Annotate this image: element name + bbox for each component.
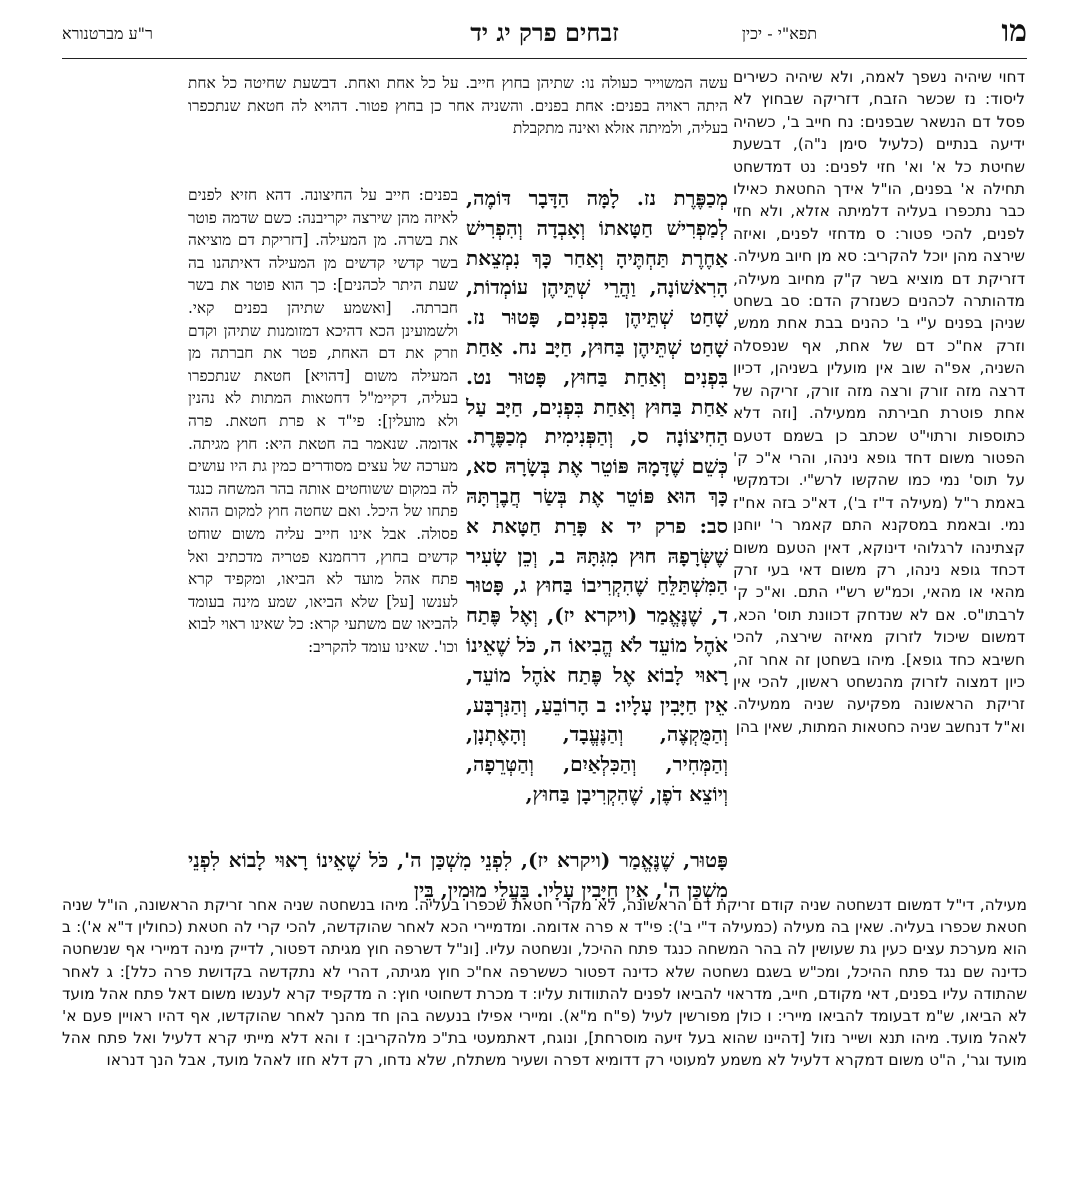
page-header bbox=[62, 14, 1027, 54]
left-commentary-top-text: עשה המשוייר כעולה נו: שתיהן בחוץ חייב. על כל אחת ואחת. דבשעת שחיטה כל אחת היתה ראויה בפנים: אחת בפנים. והשניה אחר כן בחוץ פטור. דהויא לה חטאת שנתכפרו בעליה, ולמיתה אזלא ואינה מתקבלת bbox=[188, 74, 728, 138]
bottom-commentary-text: מעילה, די"ל דמשום דנשחטה שניה קודם זריקת דם הראשונה, לא מקרי חטאת שכפרו בעליה. מיהו בנשחטה שניה אחר זריקת הראשונה, הו"ל שניה חטאת שכפרו בעליה. שאין בה מעילה (כמעילה ד"י ב'): פי"ד א פרה אדומה. ומדמיירי הכא לאחר שהוקדשה, להכי קרי לה חטאת (כחולין ד"א א'): ב הוא מערכת עצים כעין גת שעושין לה בהר המשחה כנגד פתח ההיכל, ונשחטה עליו. [ונ"ל דשרפה חוץ מגיתה דפטור, לדייק מינה דמיירי אף שנשחטה כדינה שם נגד פתח ההיכל, ומכ"ש בשגם נשחטה שלא כדינה דפטור כששרפה אח"כ חוץ מגיתה, דהרי לא נתקדשה בקדושת פרה כלל]: ג לאחר שהתודה עליו בפנים, דאי מקודם, חייב, מדראוי להביאו לפנים להתוודות עליו: ד מכרת דשחוטי חוץ: ה מדקפיד קרא לענשו משום דאל פתח אהל מועד לא הביאו, ש"מ דבעומד להביאו מיירי: ו כולן מפורשין לעיל (פ"ח מ"א). ומיירי אפילו בנעשה בהן חד מהנך לאחר שהוקדשו, אף דהיו ראויין פעם א' לאהל מועד. מיהו תנא ושייר נזול [דהיינו שהוא בעל זיעה מוסרחת], ונוגח, דאתמעטי בת"כ מלהקריבן: ז והא דלא מייתי קרא דלעיל ואל פתח אהל מועד וגר', ה"ט משום דמקרא דלעיל לא משמע למעוטי רק דדומיא דפרה ושעיר משתלח, שלא נדחו, רק דלא חזו לאהל מועד, אבל הנך דנראו bbox=[62, 896, 1027, 1070]
page-title: זבחים פרק יג יד bbox=[470, 18, 619, 47]
bottom-commentary bbox=[62, 894, 1027, 1184]
page-number: מו bbox=[1001, 14, 1027, 49]
mishnah-wide-text: פָּטוּר, שֶׁנֶּאֱמַר (ויקרא יז), לִפְנֵי מִשְׁכַּן ה', כֹּל שֶׁאֵינוֹ רָאוּי לָבוֹא לִפְנֵי מִשְׁכַּן ה', אֵין חַיָּבִין עָלָיו. בַּעֲלֵי מוּמִין, בֵּין bbox=[188, 848, 728, 902]
left-commentary-text: בפנים: חייב על החיצונה. דהא חזיא לפנים לאיזה מהן שירצה יקריבנה: כשם שדמה פוטר את בשרה. מן המעילה. [דזריקת דם מוציאה בשר קדשי קדשים מן המעילה דאיתהנו בה שעת היתר לכהנים]: כך הוא פוטר את בשר חברתה. [ואשמע שתיהן בפנים קאי. ולשמועינן הכא דהיכא דמזומנות שתיהן וקדם וזרק את דם האחת, פטר את חברתה מן המעילה משום [דהויא] חטאת שנתכפרו בעליה, דקיימ"ל דחטאות המתות לא נהנין ולא מועלין]: פי"ד א פרת חטאת. פרה אדומה. שנאמר בה חטאת היא: חוץ מגיתה. מערכה של עצים מסודרים כמין גת היו עושים לה במקום ששוחטים אותה בהר המשחה כנגד פתחו של היכל. ואם שחטה חוץ למקום ההוא פסולה. אבל אינו חייב עליה משום שוחט קדשים בחוץ, דרחמנא פטריה מדכתיב ואל פתח אהל מועד לא הביאו, ומקפיד קרא לענשו [על] שלא הביאו, שמע מינה בעומד להביאו שם משתעי קרא: כל שאינו ראוי לבוא וכו'. שאינו עומד להקריב: bbox=[188, 186, 458, 656]
mishnah-column bbox=[466, 184, 728, 844]
left-commentary-column bbox=[188, 184, 458, 844]
right-commentary-column bbox=[733, 66, 1025, 738]
header-rule bbox=[62, 58, 1027, 59]
mishnah-text: מְכַפֶּרֶת נז. לָמָּה הַדָּבָר דּוֹמֶה, לְמַפְרִישׁ חַטָּאתוֹ וְאָבְדָה וְהִפְרִישׁ אַחֶרֶת תַּחְתֶּיהָ וְאַחַר כָּךְ נִמְצֵאת הָרִאשׁוֹנָה, וַהֲרֵי שְׁתֵּיהֶן עוֹמְדוֹת, שָׁחַט שְׁתֵּיהֶן בִּפְנִים, פָּטוּר נז. שָׁחַט שְׁתֵּיהֶן בַּחוּץ, חַיָּב נח. אַחַת בִּפְנִים וְאַחַת בַּחוּץ, פָּטוּר נט. אַחַת בַּחוּץ וְאַחַת בִּפְנִים, חַיָּב עַל הַחִיצוֹנָה ס, וְהַפְּנִימִית מְכַפֶּרֶת. כְּשֵׁם שֶׁדָּמָהּ פּוֹטֵר אֶת בְּשָׂרָהּ סא, כָּךְ הוּא פּוֹטֵר אֶת בְּשַׂר חֲבֶרְתָּהּ סב: פרק יד א פָּרַת חַטָּאת א שֶׁשְּׂרָפָהּ חוּץ מִגִּתָּהּ ב, וְכֵן שָׂעִיר הַמִּשְׁתַּלֵּחַ שֶׁהִקְרִיבוֹ בַּחוּץ ג, פָּטוּר ד, שֶׁנֶּאֱמַר (ויקרא יז), וְאֶל פֶּתַח אֹהֶל מוֹעֵד לֹא הֱבִיאוֹ ה, כֹּל שֶׁאֵינוֹ רָאוּי לָבוֹא אֶל פֶּתַח אֹהֶל מוֹעֵד, אֵין חַיָּבִין עָלָיו: ב הָרוֹבֵעַ, וְהַנִּרְבָּע, וְהַמֻּקְצֶה, וְהַנֶּעֱבָד, וְהָאֶתְנָן, וְהַמְּחִיר, וְהַכִּלְאַיִם, וְהַטְּרֵפָה, וְיוֹצֵא דֹפֶן, שֶׁהִקְרִיבָן בַּחוּץ, bbox=[466, 186, 728, 806]
commentary-header: ר"ע מברטנורא bbox=[62, 24, 153, 43]
right-commentary-text: דחוי שיהיה נשפך לאמה, ולא שיהיה כשירים ליסוד: נז שכשר הזבח, דזריקה שבחוץ לא פסל דם הנשאר שבפנים: נח חייב ב', כשהיה ידיעה בנתיים (כלעיל סימן נ"ה), דבשעת שחיטת כל א' וא' חזי לפנים: נט דמדשחט תחילה א' בפנים, הו"ל אידך החטאת כאילו כבר נתכפרו בעליה דלמיתה אזלא, ולא חזי לפנים, להכי פטור: ס מדחזי לפנים, ואיזה שירצה מהן יוכל להקריב: סא מן חיוב מעילה. דזריקת דם מוציא בשר ק"ק מחיוב מעילה, מדהותרה לכהנים כשנזרק הדם: סב בשחט שניהן בפנים ע"י ב' כהנים בבת אחת ממש, וזרק אח"כ דם של אחת, אף שנפסלה השניה, אפ"ה שוב אין מועלין בשניהן, דכיון דרצה מזה זורק ורצה מזה זורק, זריקה של אחת פוטרת חבירתה ממעילה. [וזה דלא כתוספות ורתוי"ט שכתב כן בשמם דטעם הפטור משום דחד גופא נינהו, והרי א"כ ק' על תוס' נמי כמו שהקשו לרש"י. וכדמקשי באמת ר"ל (מעילה ד"ז ב'), דא"כ בזה אח"ז נמי. ובאמת במסקנא התם קאמר ר' יוחנן קצתינהו לרגלוהי דינוקא, דאין הטעם משום דכחד גופא נינהו, רק משום דאי בעי זרק מהאי או מהאי, וכמ"ש רש"י התם. וא"כ ק' לרבתו"ס. אם לא שנדחק דכוונת תוס' הכא, דמשום שיכול לזרוק מאיזה שירצה, להכי חשיבא כחד גופא]. מיהו בשחטן זה אחר זה, כיון דמצוה לזרוק מהנשחט ראשון, להכי אין זריקת הראשונה מפקיעה שניה ממעילה. וא"ל דנחשב שניה כחטאות המתות, שאין בהן bbox=[733, 68, 1025, 736]
running-header: תפא"י - יכין bbox=[741, 24, 817, 43]
left-commentary-top bbox=[188, 72, 728, 184]
